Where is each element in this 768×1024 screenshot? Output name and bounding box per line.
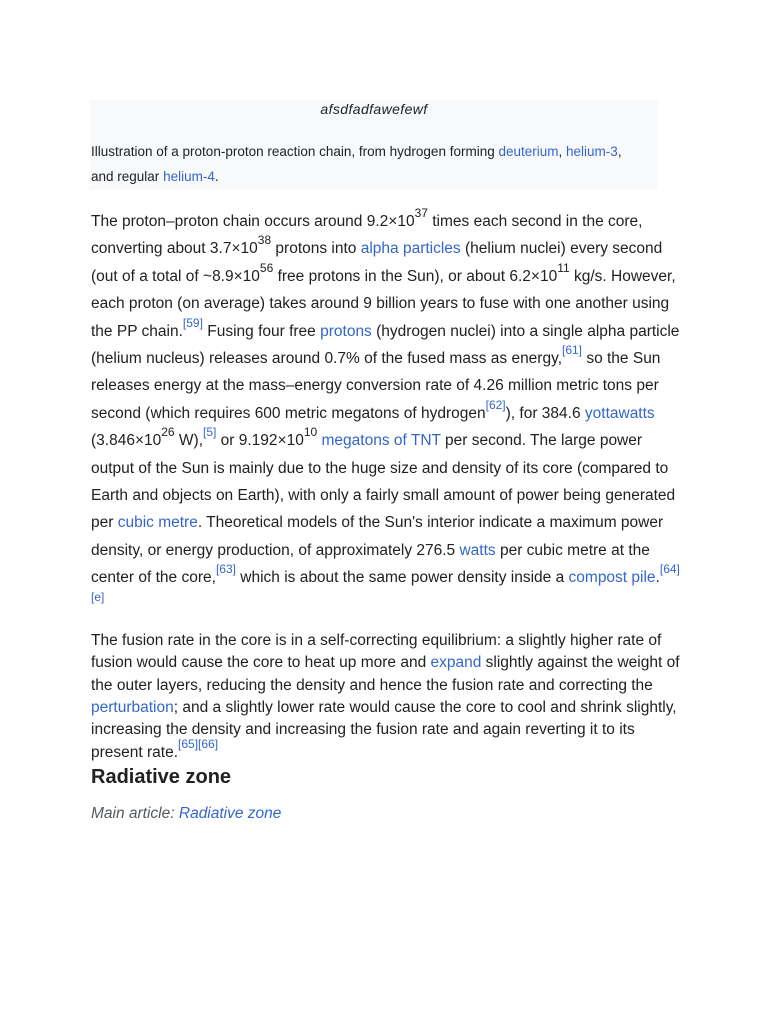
link-expand[interactable]: expand: [430, 654, 482, 672]
section-heading-radiative-zone: Radiative zone: [91, 766, 232, 788]
paragraph-fusion-rate: [91, 630, 683, 764]
text: The fusion rate in the core is in a self-correcting equilibrium: a slightly higher rate of fusion would cause the core to heat up more and: [91, 632, 662, 672]
text: per second. The large power output of the Sun is mainly due to the huge size and density of its core (compared to Earth and objects on Earth), with only a fairly small amount of power being generated per: [91, 432, 676, 532]
text: (3.846×10: [91, 432, 162, 450]
link-watts[interactable]: watts: [459, 541, 496, 559]
citation-64[interactable]: [64]: [659, 562, 680, 577]
exponent: 38: [257, 233, 272, 248]
exponent: 26: [161, 425, 175, 440]
citation-62[interactable]: [62]: [485, 397, 506, 412]
link-radiative-zone[interactable]: Radiative zone: [178, 805, 282, 822]
exponent: 10: [303, 425, 318, 440]
link-alpha-particles[interactable]: alpha particles: [360, 240, 461, 258]
link-helium-3[interactable]: helium-3: [566, 144, 618, 159]
link-cubic-metre[interactable]: cubic metre: [117, 514, 198, 532]
hatnote-prefix: Main article:: [91, 805, 179, 822]
link-perturbation[interactable]: perturbation: [91, 698, 174, 716]
text: protons into: [271, 240, 361, 258]
link-compost-pile[interactable]: compost pile: [568, 569, 656, 587]
article-body: [91, 208, 683, 775]
text: ; and a slightly lower rate would cause the core to cool and shrink slightly, increasing the density and increasing the fusion rate and again reverting it to its present rate.: [91, 698, 677, 761]
text: .: [655, 569, 660, 587]
citation-63[interactable]: [63]: [215, 562, 236, 577]
text: free protons in the Sun), or about 6.2×10: [273, 267, 558, 285]
citation-59[interactable]: [59]: [182, 315, 203, 330]
link-deuterium[interactable]: deuterium: [498, 144, 559, 159]
link-helium-4[interactable]: helium-4: [163, 169, 215, 184]
text: slightly against the weight of the outer layers, reducing the density and hence the fusion rate and correcting the: [91, 654, 680, 694]
exponent: 37: [414, 206, 428, 220]
link-yottawatts[interactable]: yottawatts: [584, 404, 655, 422]
figure-caption: [91, 139, 657, 189]
text: times each second in the core, converting about 3.7×10: [91, 213, 643, 258]
text: so the Sun releases energy at the mass–energy conversion rate of 4.26 million metric tons per second (which requires 600 metric megatons of hydrogen: [91, 350, 661, 422]
text: per cubic metre at the center of the core,: [91, 541, 650, 587]
link-protons[interactable]: protons: [320, 322, 372, 340]
text: ), for 384.6: [505, 404, 585, 422]
citation-65[interactable]: [65]: [178, 736, 199, 751]
text: . Theoretical models of the Sun's interior indicate a maximum power density, or energy production, of approximately 276.5: [91, 514, 664, 559]
caption-sep: ,: [617, 144, 622, 159]
text: The proton–proton chain occurs around 9.2×10: [91, 213, 415, 230]
link-megatons-of-tnt[interactable]: megatons of TNT: [321, 432, 441, 450]
main-article-hatnote: [91, 805, 281, 823]
text: Fusing four free: [202, 322, 321, 340]
exponent: 56: [259, 260, 274, 275]
text: which is about the same power density inside a: [235, 569, 569, 587]
citation-66[interactable]: [66]: [198, 736, 219, 751]
paragraph-proton-chain: [91, 208, 683, 619]
caption-text: and regular: [91, 169, 164, 184]
text: or 9.192×10: [216, 432, 304, 450]
text: (helium nuclei) every second (out of a total of ~8.9×10: [91, 240, 663, 285]
text: (hydrogen nuclei) into a single alpha particle (helium nucleus) releases around 0.7% of the fused mass as energy,: [91, 322, 680, 368]
citation-61[interactable]: [61]: [562, 343, 583, 358]
caption-end: .: [214, 169, 219, 184]
caption-sep: ,: [558, 144, 567, 159]
figure-box: [90, 100, 658, 190]
caption-text: Illustration of a proton-proton reaction chain, from hydrogen forming: [91, 144, 499, 159]
text: kg/s. However, each proton (on average) takes around 9 billion years to fuse with one another using the PP chain.: [91, 267, 676, 340]
note-e[interactable]: [e]: [91, 589, 105, 604]
exponent: 11: [557, 260, 570, 275]
text: W),: [174, 432, 204, 450]
figure-title: afsdfadfawefewf: [320, 101, 428, 117]
citation-5[interactable]: [5]: [203, 425, 217, 440]
